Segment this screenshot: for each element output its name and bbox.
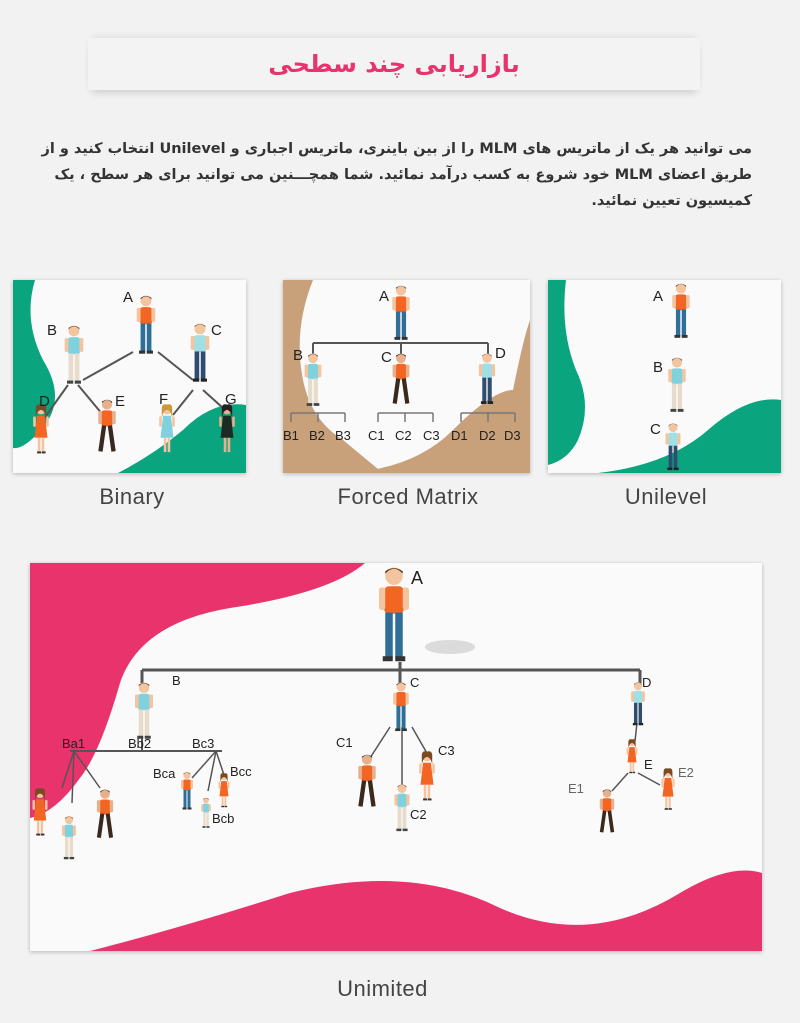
person-c1 <box>358 754 375 806</box>
person-e2 <box>661 768 674 810</box>
person-c2 <box>395 784 410 831</box>
person-bca <box>181 772 193 810</box>
label-e: E <box>115 393 126 410</box>
green-shape-bottom <box>118 404 246 473</box>
label-a: A <box>653 288 664 305</box>
label-c3: C3 <box>438 743 455 758</box>
label-a: A <box>411 568 424 588</box>
unilevel-diagram <box>548 280 781 473</box>
green-shape-bottom <box>598 399 781 473</box>
label-a: A <box>379 288 390 305</box>
forced-matrix-diagram <box>283 280 530 473</box>
person-b <box>65 326 84 384</box>
label-d1: D1 <box>451 428 468 443</box>
label-c: C <box>410 675 420 690</box>
label-b: B <box>653 359 664 376</box>
label-c2: C2 <box>410 807 427 822</box>
label-c: C <box>650 421 661 438</box>
label-bb2: Bb2 <box>128 736 152 751</box>
unilevel-caption: Unilevel <box>624 484 708 509</box>
person-d <box>479 353 495 404</box>
forced-matrix-caption: Forced Matrix <box>337 484 479 509</box>
label-c1: C1 <box>336 735 353 750</box>
label-e1: E1 <box>568 781 584 796</box>
person-c <box>191 324 210 382</box>
person-e1 <box>600 789 614 832</box>
label-bcb: Bcb <box>212 811 235 826</box>
page-title: بازاریابی چند سطحی <box>268 50 520 78</box>
person-b <box>668 357 685 411</box>
label-b: B <box>293 347 304 364</box>
label-bca: Bca <box>153 766 176 781</box>
description-text: می توانید هر یک از ماتریس های MLM را از بین باینری، ماتریس اجباری و Unilevel انتخاب کنید و از طریق اعضای MLM خود شروع به کسب درآمد نمائید. شما همچـــنین می توانید برای هر سطح ، یک کمیسیون تعیین نمائید. <box>41 141 752 209</box>
label-b1: B1 <box>283 428 299 443</box>
label-b2: B2 <box>309 428 325 443</box>
tan-shape-left <box>283 280 383 473</box>
pink-shape-top-left <box>30 563 365 818</box>
pink-shape-bottom <box>90 871 762 952</box>
person-c <box>393 353 410 403</box>
label-b3: B3 <box>335 428 351 443</box>
title-banner <box>88 38 700 90</box>
label-d3: D3 <box>504 428 521 443</box>
label-f: F <box>159 391 169 408</box>
binary-caption: Binary <box>99 484 165 509</box>
label-g: G <box>225 391 237 408</box>
label-e: E <box>644 757 653 772</box>
person-c3 <box>419 751 435 800</box>
label-c: C <box>211 322 222 339</box>
label-c1: C1 <box>368 428 385 443</box>
binary-diagram <box>13 280 246 473</box>
person-b <box>135 683 153 739</box>
label-c2: C2 <box>395 428 412 443</box>
label-c3: C3 <box>423 428 440 443</box>
person-bcc <box>219 773 230 807</box>
label-ba1: Ba1 <box>62 736 86 751</box>
label-bcc: Bcc <box>230 764 252 779</box>
person-e <box>98 399 115 451</box>
unlimited-caption: Unimited <box>337 976 428 1001</box>
person-a <box>672 283 689 337</box>
person-ba1-child-2 <box>62 816 76 859</box>
label-d2: D2 <box>479 428 496 443</box>
person-e <box>627 739 638 773</box>
unlimited-diagram <box>30 563 762 951</box>
person-c <box>393 682 409 731</box>
label-a: A <box>123 289 134 306</box>
label-b: B <box>172 673 181 688</box>
label-e2: E2 <box>678 765 694 780</box>
green-shape-left <box>548 280 585 465</box>
person-ba1-child-3 <box>97 789 113 838</box>
label-b: B <box>47 322 58 339</box>
label-c: C <box>381 349 392 366</box>
person-a <box>392 285 409 339</box>
person-bcb <box>201 798 211 828</box>
label-d: D <box>495 345 506 362</box>
person-a <box>379 568 409 662</box>
label-d: D <box>642 675 652 690</box>
label-bc3: Bc3 <box>192 736 215 751</box>
label-d: D <box>39 393 50 410</box>
person-a <box>137 296 156 354</box>
